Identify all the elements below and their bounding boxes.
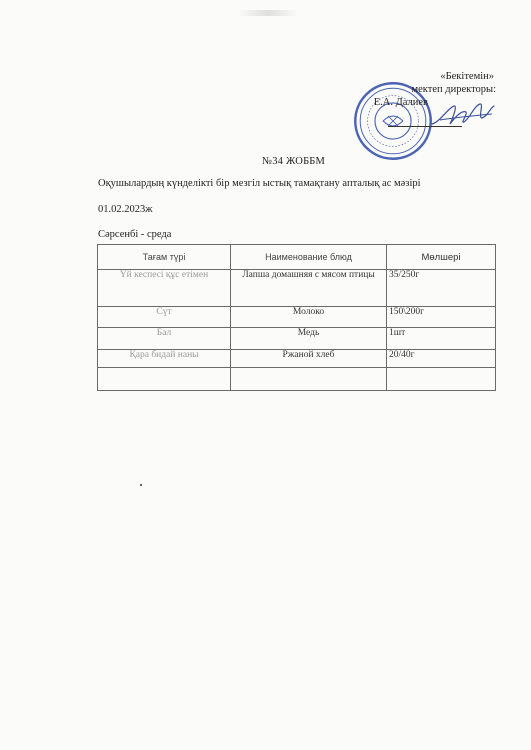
director-label: мектеп директоры: <box>411 84 496 95</box>
empty-cell <box>387 368 496 391</box>
table-row <box>98 328 496 350</box>
menu-title: Оқушылардың күнделікті бір мезгіл ыстық тамақтану апталық ас мәзірі <box>98 178 421 189</box>
approval-block <box>372 70 522 109</box>
scan-speck <box>140 484 142 486</box>
empty-cell <box>231 368 387 391</box>
menu-date: 01.02.2023ж <box>98 204 153 215</box>
empty-cell <box>98 368 231 391</box>
table-row <box>98 270 496 307</box>
header-amount: Мөлшері <box>387 245 496 270</box>
scan-artifact <box>238 10 298 16</box>
dish-kz: Бал <box>98 328 231 350</box>
table-header-row <box>98 245 496 270</box>
school-name: №34 ЖОББМ <box>262 156 326 167</box>
header-dish-ru: Наименование блюд <box>231 245 387 270</box>
menu-table <box>97 244 496 391</box>
dish-kz: Қара бидай наны <box>98 350 231 368</box>
dish-amount: 150\200г <box>387 307 496 328</box>
director-name: Е.А. Далиев <box>373 97 428 108</box>
dish-amount: 35/250г <box>387 270 496 307</box>
dish-amount: 20/40г <box>387 350 496 368</box>
header-dish-kz: Тағам түрі <box>98 245 231 270</box>
dish-ru: Лапша домашняя с мясом птицы <box>231 270 387 307</box>
approval-label: «Бекітемін» <box>440 71 494 82</box>
dish-kz: Үй кеспесі құс етімен <box>98 270 231 307</box>
dish-ru: Ржаной хлеб <box>231 350 387 368</box>
dish-amount: 1шт <box>387 328 496 350</box>
table-row <box>98 350 496 368</box>
table-row-empty <box>98 368 496 391</box>
dish-kz: Сүт <box>98 307 231 328</box>
weekday: Сәрсенбі - среда <box>98 229 172 240</box>
table-row <box>98 307 496 328</box>
dish-ru: Молоко <box>231 307 387 328</box>
signature-line <box>388 126 462 127</box>
dish-ru: Медь <box>231 328 387 350</box>
